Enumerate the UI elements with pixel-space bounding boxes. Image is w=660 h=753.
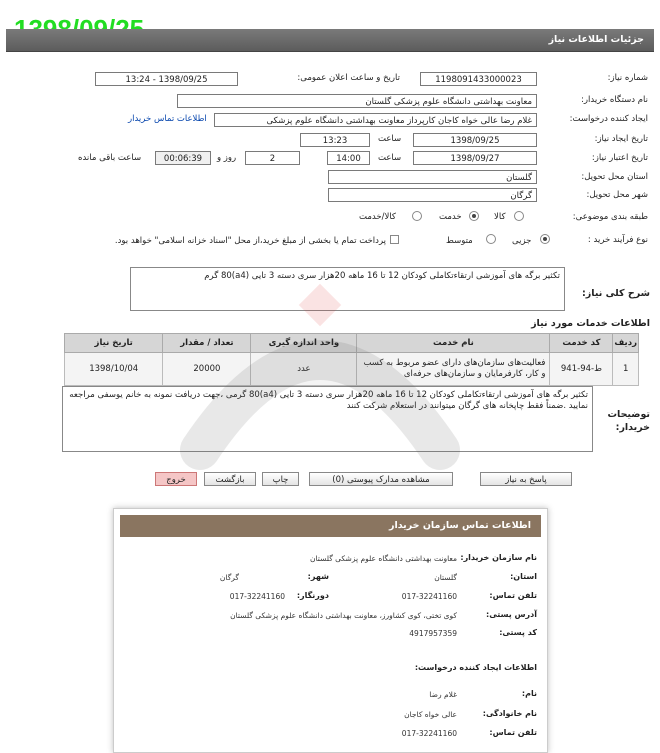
card-city-value: گرگان — [219, 573, 239, 582]
cell-date: 1398/10/04 — [65, 353, 163, 386]
buyer-notes-box — [62, 386, 593, 452]
summary-label: شرح کلی نیاز: — [581, 288, 650, 299]
buyer-notes-label: توضیحات خریدار: — [607, 409, 650, 433]
services-heading: اطلاعات خدمات مورد نیاز — [531, 318, 650, 329]
cell-index: 1 — [613, 353, 639, 386]
col-date: تاریخ نیاز — [65, 334, 163, 353]
summary-text: تکثیر برگه های آموزشی ارتقاءتکاملی کودکان 12 تا 16 ماهه 20هزار سری دسته 3 تایی (a4)80 گرم — [204, 271, 560, 281]
radio-minor-label: جزیی — [512, 236, 532, 246]
radio-minor[interactable] — [540, 234, 550, 244]
created-label: تاریخ ایجاد نیاز: — [594, 134, 648, 144]
radio-goods-service[interactable] — [412, 211, 422, 221]
cell-code: ط-94-941 — [550, 353, 613, 386]
summary-box — [130, 267, 565, 311]
org-value: معاونت بهداشتی دانشگاه علوم پزشکی گلستان — [309, 554, 457, 563]
days-label: روز و — [217, 153, 237, 163]
remaining-label: ساعت باقی مانده — [78, 153, 142, 163]
radio-service[interactable] — [469, 211, 479, 221]
table-row — [65, 353, 639, 386]
buyer-field: معاونت بهداشتی دانشگاه علوم پزشکی گلستان — [177, 94, 537, 108]
radio-goods-label: کالا — [494, 212, 506, 222]
creator-name-label: نام: — [521, 689, 537, 698]
print-button[interactable]: چاپ — [262, 472, 299, 486]
valid-label: تاریخ اعتبار نیاز: — [591, 153, 648, 163]
announce-label: تاریخ و ساعت اعلان عمومی: — [297, 73, 400, 83]
treasury-checkbox[interactable] — [390, 235, 399, 244]
card-phone-value: 017-32241160 — [401, 592, 457, 601]
creator-family-value: عالی خواه کاجان — [404, 710, 457, 719]
city-field: گرگان — [328, 188, 537, 202]
col-name: نام خدمت — [357, 334, 550, 353]
cell-qty: 20000 — [163, 353, 251, 386]
created-time-label: ساعت — [378, 134, 402, 144]
col-qty: تعداد / مقدار — [163, 334, 251, 353]
created-date-field: 1398/09/25 — [413, 133, 537, 147]
page-title: جزئیات اطلاعات نیاز — [548, 34, 644, 45]
card-phone-label: تلفن تماس: — [489, 591, 537, 600]
remaining-time-field: 00:06:39 — [155, 151, 211, 165]
col-index: ردیف — [613, 334, 639, 353]
valid-time-label: ساعت — [378, 153, 402, 163]
cell-name: فعالیت‌های سازمان‌های دارای عضو مربوط به کسب و کار، کارفرمایان و سازمان‌های حرفه‌ای — [357, 353, 550, 386]
province-label: استان محل تحویل: — [581, 172, 648, 182]
card-city-label: شهر: — [307, 572, 329, 581]
card-province-label: استان: — [510, 572, 537, 581]
contact-card-title: اطلاعات تماس سازمان خریدار — [388, 520, 531, 531]
creator-phone-value: 017-32241160 — [401, 729, 457, 738]
back-button[interactable]: بازگشت — [204, 472, 256, 486]
process-label: نوع فرآیند خرید : — [587, 235, 648, 245]
col-code: کد خدمت — [550, 334, 613, 353]
card-address-value: کوی تختی، کوی کشاورز، معاونت بهداشتی دانشگاه علوم پزشکی گلستان — [230, 611, 457, 620]
creator-name-value: غلام رضا — [429, 690, 457, 699]
card-province-value: گلستان — [434, 573, 457, 582]
need-number-field: 1198091433000023 — [420, 72, 537, 86]
card-postal-label: کد پستی: — [499, 628, 537, 637]
buyer-notes-text: تکثیر برگه های آموزشی ارتقاءتکاملی کودکان 12 تا 16 ماهه 20هزار سری دسته 3 تایی (a4)80 گرمی ،جهت دریافت نمونه به خانم یوسفی مراجعه نمایید .ضمناً فقط چاپخانه های گرگان میتوانند در استعلام شرکت کنند — [69, 390, 588, 411]
card-fax-label: دورنگار: — [296, 591, 329, 600]
creator-phone-label: تلفن تماس: — [489, 728, 537, 737]
card-fax-value: 017-32241160 — [229, 592, 285, 601]
card-address-label: آدرس پستی: — [486, 610, 537, 619]
created-time-field: 13:23 — [300, 133, 370, 147]
days-field: 2 — [245, 151, 300, 165]
contact-card — [113, 508, 548, 753]
buyer-contact-link[interactable]: اطلاعات تماس خریدار — [128, 114, 207, 124]
need-number-label: شماره نیاز: — [607, 73, 648, 83]
requester-label: ایجاد کننده درخواست: — [569, 114, 648, 124]
requester-field: غلام رضا عالی خواه کاجان کارپرداز معاونت بهداشتی دانشگاه علوم پزشکی — [214, 113, 537, 127]
exit-button[interactable]: خروج — [155, 472, 197, 486]
buyer-label: نام دستگاه خریدار: — [581, 95, 648, 105]
contact-card-header — [120, 515, 541, 537]
creator-heading: اطلاعات ایجاد کننده درخواست: — [414, 663, 537, 672]
org-label: نام سازمان خریدار: — [460, 553, 537, 562]
cell-unit: عدد — [251, 353, 357, 386]
col-unit: واحد اندازه گیری — [251, 334, 357, 353]
radio-goods-service-label: کالا/خدمت — [359, 212, 396, 222]
city-label: شهر محل تحویل: — [586, 190, 648, 200]
announce-field: 1398/09/25 - 13:24 — [95, 72, 238, 86]
creator-family-label: نام خانوادگی: — [482, 709, 537, 718]
radio-service-label: خدمت — [439, 212, 462, 222]
radio-medium[interactable] — [486, 234, 496, 244]
valid-time-field: 14:00 — [327, 151, 370, 165]
page-header — [6, 29, 654, 52]
attachments-button[interactable]: مشاهده مدارک پیوستی (0) — [309, 472, 453, 486]
valid-date-field: 1398/09/27 — [413, 151, 537, 165]
radio-goods[interactable] — [514, 211, 524, 221]
payment-note: پرداخت تمام یا بخشی از مبلغ خرید،از محل "اسناد خزانه اسلامی" خواهد بود. — [114, 236, 386, 246]
services-table — [64, 333, 639, 386]
reply-button[interactable]: پاسخ به نیاز — [480, 472, 572, 486]
province-field: گلستان — [328, 170, 537, 184]
card-postal-value: 4917957359 — [409, 629, 457, 638]
radio-medium-label: متوسط — [446, 236, 473, 246]
category-label: طبقه بندی موضوعی: — [572, 212, 648, 222]
